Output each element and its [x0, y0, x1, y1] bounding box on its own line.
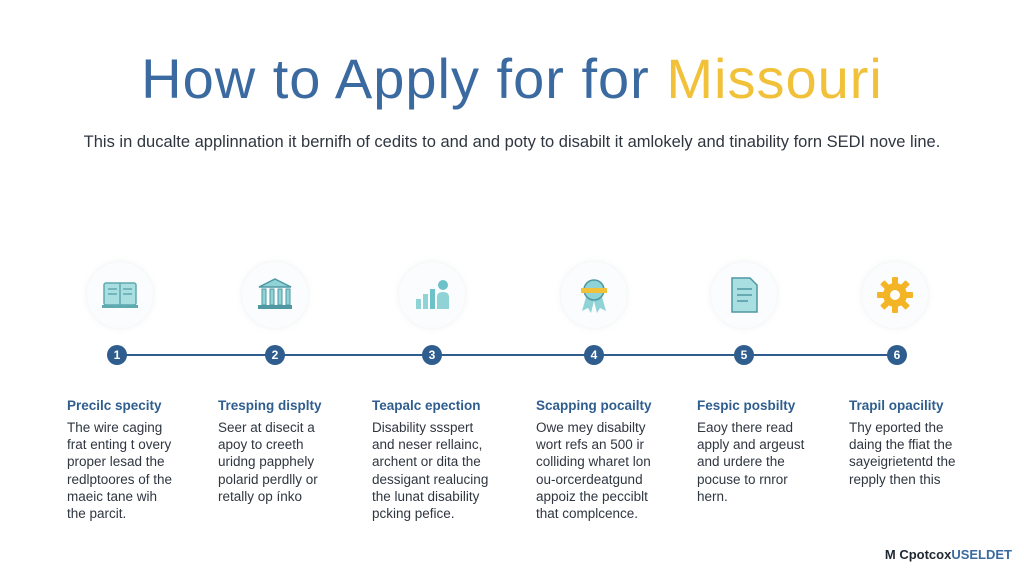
step-5-line: and urdere the: [697, 454, 785, 470]
step-4-title: Scapping pocailty: [536, 398, 652, 413]
step-6-icon-wrap: [862, 262, 928, 328]
step-3-line: pcking pefice.: [372, 506, 455, 522]
book-icon: [98, 273, 142, 317]
step-5-line: pocuse to rnror: [697, 471, 788, 487]
step-6-line: sayeigrietentd the: [849, 454, 956, 470]
step-3-line: and neser rellainc,: [372, 437, 483, 453]
step-4-line: ou-orcerdeatgund: [536, 471, 643, 487]
step-3-line: dessigant realucing: [372, 471, 489, 487]
person-chart-icon: [410, 273, 454, 317]
step-2-line: apoy to creeth: [218, 437, 304, 453]
step-3-icon-wrap: [399, 262, 465, 328]
step-1-line: proper lesad the: [67, 454, 165, 470]
step-6-description: [849, 419, 989, 488]
step-1-line: The wire caging: [67, 420, 163, 435]
step-4-line: wort refs an 500 ir: [536, 437, 645, 453]
page-subtitle: This in ducalte applinnation it bernifh of cedits to and and poty to disabilt it amlokely and tinability forn SEDI nove line.: [83, 133, 941, 151]
step-5-line: apply and argeust: [697, 437, 805, 453]
timeline-line: [117, 354, 897, 356]
step-2-description: [218, 419, 358, 505]
title-accent: Missouri: [666, 47, 883, 110]
step-6-line: repply then this: [849, 471, 941, 487]
step-1-description: [67, 419, 207, 522]
step-2-line: retally op ínko: [218, 488, 303, 504]
step-6-line: daing the ffiat the: [849, 437, 953, 453]
step-2-line: Seer at disecit a: [218, 420, 315, 435]
step-4-description: [536, 419, 676, 522]
watermark-prefix: M Cpotcox: [884, 547, 952, 562]
step-5-icon-wrap: [711, 262, 777, 328]
step-5-line: Eaoy there read: [697, 420, 794, 435]
title-main: How to Apply for for: [141, 47, 667, 110]
courthouse-icon: [253, 273, 297, 317]
step-6-line: Thy eported the: [849, 420, 944, 435]
step-1-line: the parcit.: [67, 506, 127, 522]
step-3-description: [372, 419, 512, 522]
step-1-title: Precilc specity: [67, 398, 162, 413]
step-3-title: Teapalc epection: [372, 398, 481, 413]
step-5-description: [697, 419, 837, 505]
step-1-number: 1: [107, 345, 127, 365]
step-1-line: redlptoores of the: [67, 471, 173, 487]
step-5-title: Fespic posbilty: [697, 398, 796, 413]
gear-icon: [873, 273, 917, 317]
step-4-icon-wrap: [561, 262, 627, 328]
step-2-number: 2: [265, 345, 285, 365]
step-2-line: uridng papphely: [218, 454, 315, 470]
page-title: [0, 46, 1024, 111]
step-4-line: appoiz the pecciblt: [536, 488, 648, 504]
step-4-line: Owe mey disabilty: [536, 420, 646, 435]
step-4-line: that complcence.: [536, 506, 639, 522]
step-4-line: colliding wharet lon: [536, 454, 651, 470]
step-2-line: polarid perdlly or: [218, 471, 318, 487]
step-3-line: the lunat disability: [372, 488, 480, 504]
step-1-line: maeic tane wih: [67, 488, 158, 504]
step-4-number: 4: [584, 345, 604, 365]
step-2-title: Tresping displty: [218, 398, 322, 413]
watermark-logo: [885, 547, 1012, 562]
step-3-number: 3: [422, 345, 442, 365]
step-6-title: Trapil opacility: [849, 398, 944, 413]
document-icon: [722, 273, 766, 317]
step-6-number: 6: [887, 345, 907, 365]
step-5-line: hern.: [697, 488, 728, 504]
step-3-line: Disability ssspert: [372, 420, 474, 435]
step-1-line: frat enting t overy: [67, 437, 172, 453]
watermark-accent: USELDET: [951, 547, 1012, 562]
ribbon-award-icon: [572, 273, 616, 317]
step-1-icon-wrap: [87, 262, 153, 328]
step-5-number: 5: [734, 345, 754, 365]
step-2-icon-wrap: [242, 262, 308, 328]
step-3-line: archent or dita the: [372, 454, 481, 470]
